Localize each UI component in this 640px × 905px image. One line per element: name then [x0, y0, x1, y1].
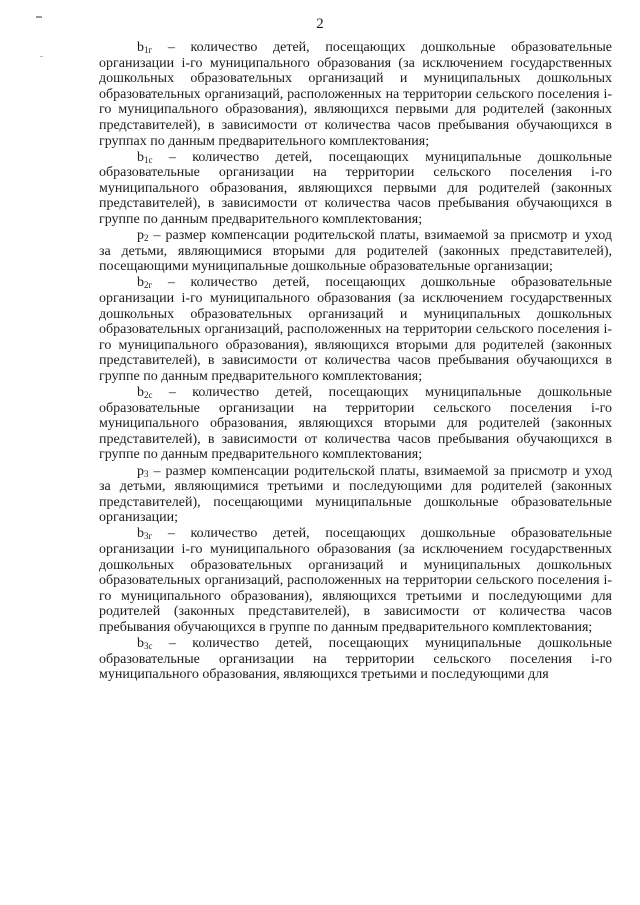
definition-b3s — [99, 636, 612, 683]
definition-b2s — [99, 385, 612, 463]
variable-symbol: $b_{1с}$ — [137, 149, 153, 165]
document-body — [99, 40, 612, 683]
definition-b2g — [99, 275, 612, 384]
variable-symbol: $b_{1г}$ — [137, 40, 153, 55]
definition-text: – количество детей, посещающих дошкольные образовательные организации i-го муниципального образования (за исключением государственных дошкольных образовательных организаций и муниципальных дошкольных образовательных организаций, расположенных на территории сельского поселения i-го муниципального образования), являющихся вторыми для родителей (законных представителей), в зависимости от количества часов пребывания обучающихся в группе по данным предварительного комплектования; — [99, 275, 612, 384]
variable-symbol: $p_3$ — [137, 463, 149, 479]
definition-text: – количество детей, посещающих муниципальные дошкольные образовательные организации на территории сельского поселения i-го муниципального образования, являющихся третьими и последующими для — [99, 636, 612, 683]
definition-text: – количество детей, посещающих дошкольные образовательные организации i-го муниципального образования (за исключением государственных дошкольных образовательных организаций и муниципальных дошкольных образовательных организаций, расположенных на территории сельского поселения i-го муниципального образования), являющихся третьими и последующими для родителей (законных представителей), в зависимости от количества часов пребывания обучающихся в группе по данным предварительного комплектования; — [99, 526, 612, 635]
definition-b1g — [99, 40, 612, 149]
scan-mark — [40, 56, 43, 57]
variable-symbol: $b_{2с}$ — [137, 385, 153, 401]
definition-text: – размер компенсации родительской платы, взимаемой за присмотр и уход за детьми, являющимися вторыми для родителей (законных представителей), посещающими муниципальные дошкольные образовательные организации; — [99, 228, 612, 275]
variable-symbol: $p_2$ — [137, 228, 149, 244]
variable-symbol: $b_{2г}$ — [137, 275, 153, 291]
definition-text: – количество детей, посещающих дошкольные образовательные организации i-го муниципального образования (за исключением государственных дошкольных образовательных организаций и муниципальных дошкольных образовательных организаций, расположенных на территории сельского поселения i-го муниципального образования), являющихся первыми для родителей (законных представителей), в зависимости от количества часов пребывания обучающихся в группах по данным предварительного комплектования; — [99, 40, 612, 149]
definition-b1s — [99, 150, 612, 228]
definition-p3 — [99, 464, 612, 526]
variable-symbol: $b_{3с}$ — [137, 636, 153, 652]
page-number: 2 — [316, 16, 324, 32]
definition-text: – количество детей, посещающих муниципальные дошкольные образовательные организации на территории сельского поселения i-го муниципального образования, являющихся первыми для родителей (законных представителей), в зависимости от количества часов пребывания обучающихся в группе по данным предварительного комплектования; — [99, 149, 612, 228]
definition-b3g — [99, 526, 612, 635]
definition-text: – размер компенсации родительской платы, взимаемой за присмотр и уход за детьми, являющимися третьими и последующими для родителей (законных представителей), посещающими муниципальные дошкольные образовательные организации; — [99, 463, 612, 526]
definition-p2 — [99, 228, 612, 275]
definition-text: – количество детей, посещающих муниципальные дошкольные образовательные организации на территории сельского поселения i-го муниципального образования, являющихся вторыми для родителей (законных представителей), в зависимости от количества часов пребывания обучающихся в группе по данным предварительного комплектования; — [99, 385, 612, 463]
variable-symbol: $b_{3г}$ — [137, 526, 153, 542]
